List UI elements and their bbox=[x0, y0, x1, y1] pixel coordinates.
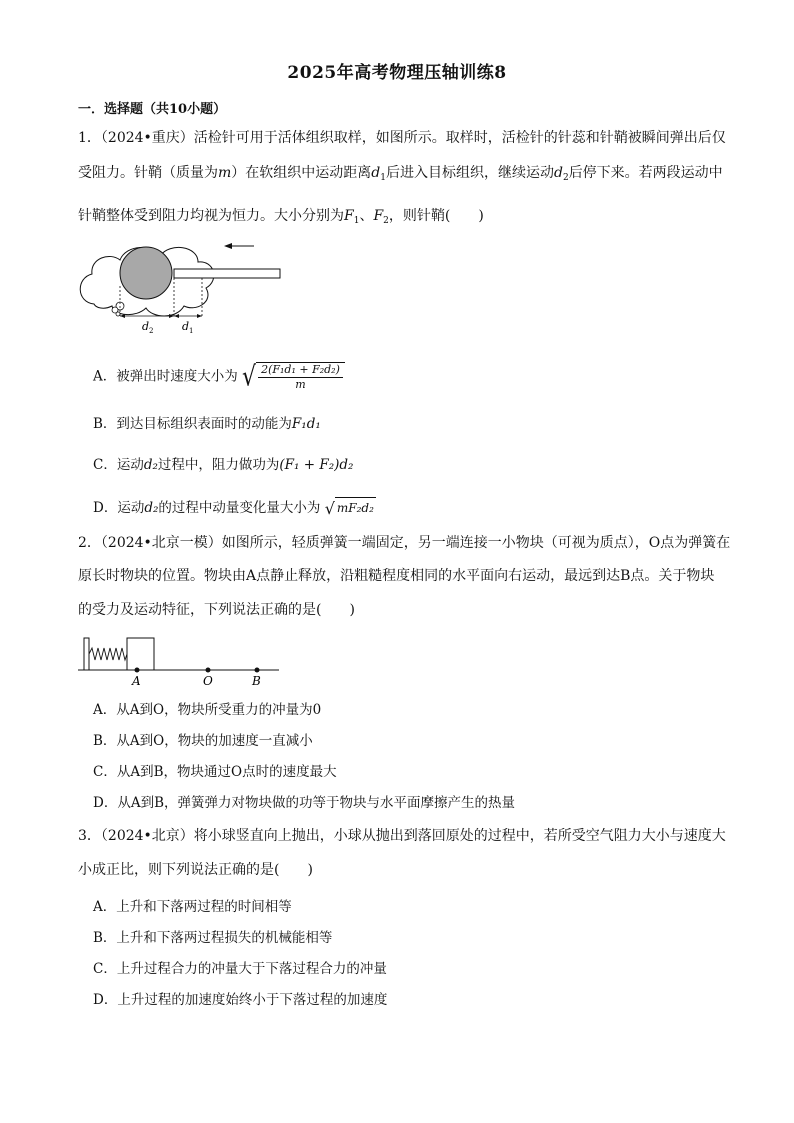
fixed-wall bbox=[84, 638, 89, 670]
needle-sheath bbox=[174, 269, 280, 278]
label-o: O bbox=[203, 674, 213, 688]
page-title: 2025年高考物理压轴训练8 bbox=[287, 63, 507, 83]
q3-option-b[interactable]: B．上升和下落两过程损失的机械能相等 bbox=[93, 930, 333, 946]
q1-option-b[interactable]: B．到达目标组织表面时的动能为F₁d₁ bbox=[93, 416, 321, 432]
label-d2: d bbox=[142, 320, 150, 333]
q2-option-b[interactable]: B．从A到O，物块的加速度一直减小 bbox=[93, 733, 313, 749]
q2-line1: 2．（2024•北京一模）如图所示，轻质弹簧一端固定，另一端连接一小物块（可视为质点），O点为弹簧在 bbox=[78, 535, 731, 551]
label-b: B bbox=[252, 674, 261, 688]
label-a: A bbox=[132, 674, 141, 688]
q3-option-c[interactable]: C．上升过程合力的冲量大于下落过程合力的冲量 bbox=[93, 961, 387, 977]
block bbox=[127, 638, 154, 670]
q1-line2: 受阻力。针鞘（质量为m）在软组织中运动距离$d_1$后进入目标组织，继续运动$d_2$后停下来。若两段运动中 bbox=[78, 165, 723, 183]
q3-option-d[interactable]: D．上升过程的加速度始终小于下落过程的加速度 bbox=[93, 992, 388, 1008]
q3-line2: 小成正比，则下列说法正确的是( ) bbox=[78, 862, 313, 878]
svg-text:1: 1 bbox=[189, 327, 194, 335]
spring bbox=[89, 648, 127, 660]
q1-line3: 针鞘整体受到阻力均视为恒力。大小分别为$F_1$、$F_2$，则针鞘( ) bbox=[78, 208, 484, 226]
section-heading: 一．选择题（共10小题） bbox=[78, 102, 227, 117]
q1-figure-biopsy-needle bbox=[74, 236, 289, 336]
svg-text:2: 2 bbox=[149, 327, 154, 335]
q3-option-a[interactable]: A．上升和下落两过程的时间相等 bbox=[93, 899, 292, 915]
q3-line1: 3．（2024•北京）将小球竖直向上抛出，小球从抛出到落回原处的过程中，若所受空气阻力大小与速度大 bbox=[78, 828, 726, 844]
q1-option-a[interactable]: A．被弹出时速度大小为 √ $\frac{\text{2(F₁d₁ + F₂d₂)}}{m}$ bbox=[93, 362, 345, 392]
q1-line1: 1．（2024•重庆）活检针可用于活体组织取样，如图所示。取样时，活检针的针蕊和针鞘被瞬间弹出后仅 bbox=[78, 130, 726, 146]
q2-option-c[interactable]: C．从A到B，物块通过O点时的速度最大 bbox=[93, 764, 337, 780]
q2-figure-spring-block bbox=[74, 632, 284, 690]
arrow-left-icon bbox=[224, 243, 254, 249]
q2-option-a[interactable]: A．从A到O，物块所受重力的冲量为0 bbox=[93, 702, 322, 718]
q2-line3: 的受力及运动特征，下列说法正确的是( ) bbox=[78, 602, 355, 618]
label-d1: d bbox=[182, 320, 190, 333]
target-tissue-ball bbox=[120, 247, 172, 299]
q2-option-d[interactable]: D．从A到B，弹簧弹力对物块做的功等于物块与水平面摩擦产生的热量 bbox=[93, 795, 515, 811]
q1-option-d[interactable]: D．运动d₂的过程中动量变化量大小为 √ mF₂d₂ bbox=[93, 498, 374, 518]
q1-option-c[interactable]: C．运动d₂过程中，阻力做功为(F₁ + F₂)d₂ bbox=[93, 457, 354, 473]
q2-line2: 原长时物块的位置。物块由A点静止释放，沿粗糙程度相同的水平面向右运动，最远到达B点。关于物块 bbox=[78, 568, 715, 584]
